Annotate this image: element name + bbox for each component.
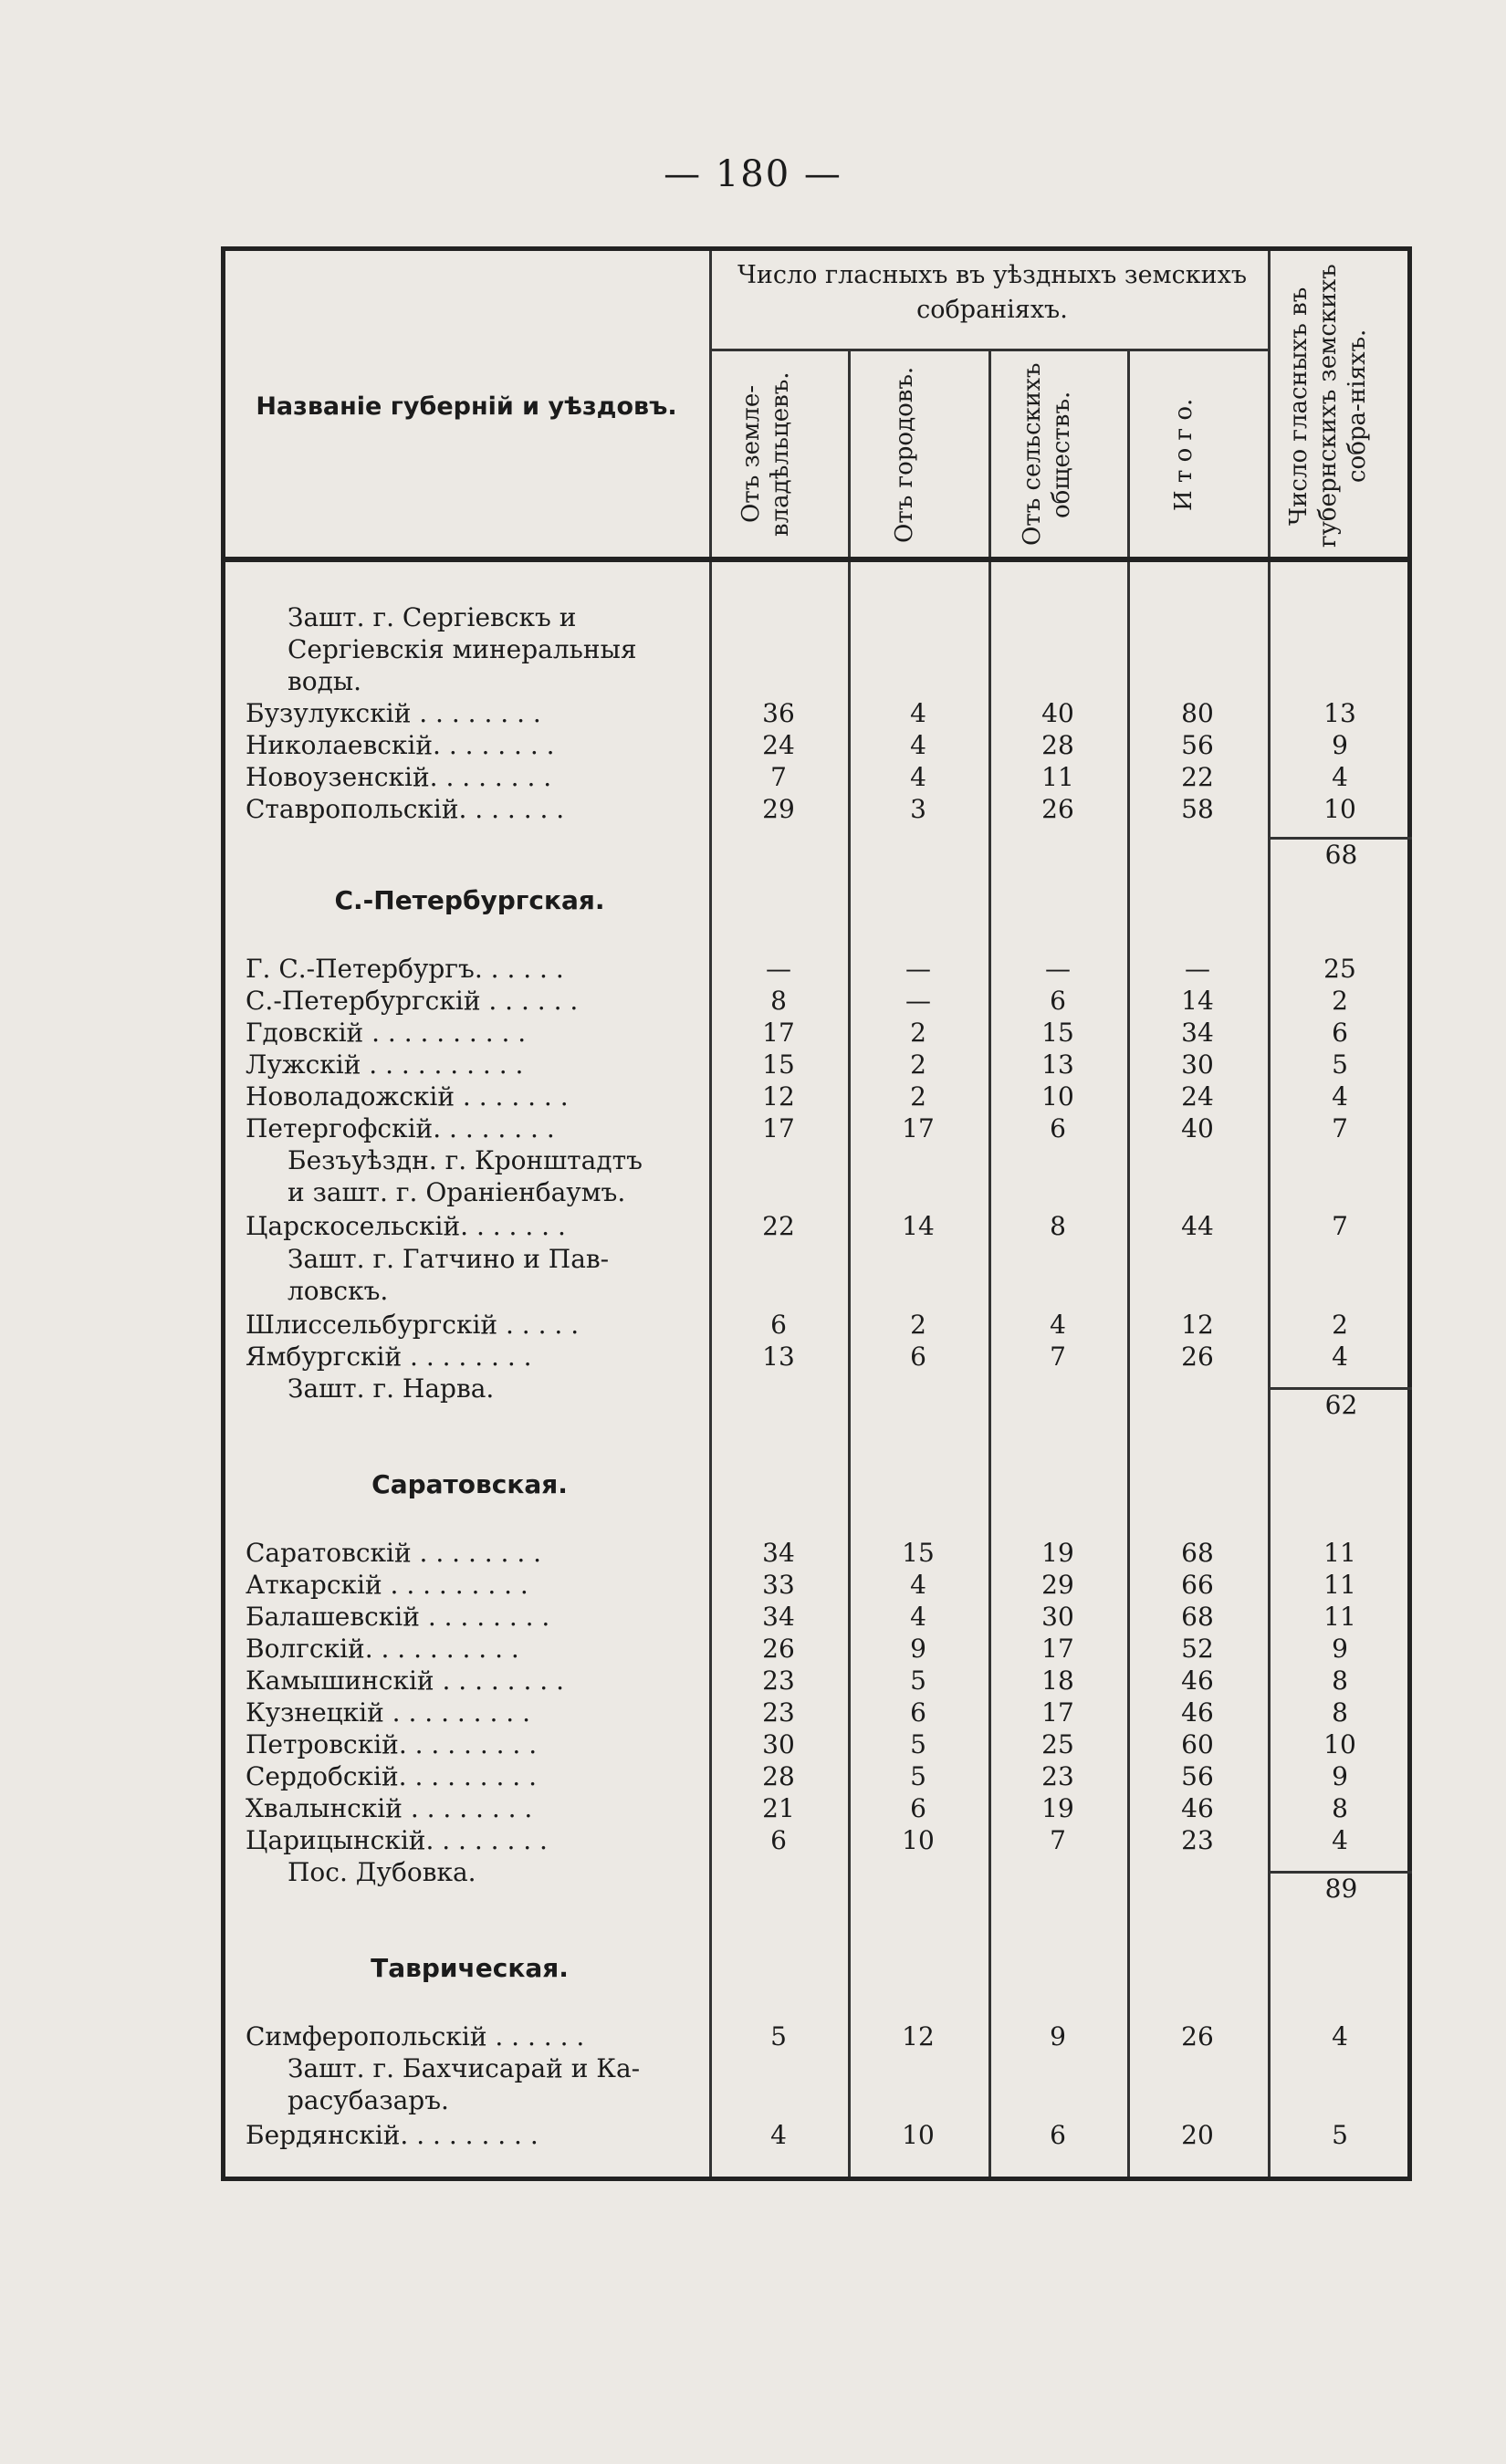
section-title: Таврическая. [371, 1953, 569, 1983]
cell-value: 5 [1332, 1049, 1348, 1080]
cell-value: 26 [762, 1634, 795, 1664]
cell-value: 66 [1181, 1570, 1214, 1600]
cell-value: 12 [1181, 1310, 1214, 1340]
cell-value: 30 [762, 1729, 795, 1759]
cell-value: 22 [1181, 762, 1214, 792]
cell-value: 7 [1332, 1211, 1348, 1241]
cell-value: 14 [1181, 986, 1214, 1016]
cell-value: 7 [1332, 1113, 1348, 1143]
cell-value: 9 [1332, 730, 1348, 760]
cell-value: 36 [762, 698, 795, 728]
cell-value: 30 [1041, 1602, 1074, 1632]
cell-value: 4 [1332, 1825, 1348, 1855]
district-name: Кузнецкій . . . . . . . . . [246, 1697, 530, 1728]
cell-value: 9 [1050, 2021, 1066, 2052]
cell-value: 12 [902, 2021, 935, 2052]
cell-value: 15 [762, 1049, 795, 1080]
cell-value: 68 [1181, 1538, 1214, 1568]
cell-value: 2 [1332, 986, 1348, 1016]
page-number: — 180 — [664, 153, 842, 195]
cell-value: — [905, 954, 931, 984]
cell-value: 13 [762, 1342, 795, 1372]
cell-value: 3 [910, 794, 926, 824]
cell-value: 17 [1041, 1634, 1074, 1664]
district-name: Зашт. г. Гатчино и Пав- [288, 1244, 610, 1274]
district-name: Бердянскій. . . . . . . . . [246, 2120, 539, 2150]
cell-value: 10 [902, 2120, 935, 2150]
cell-value: 68 [1181, 1602, 1214, 1632]
district-name: Ставропольскій. . . . . . . [246, 794, 565, 824]
cell-value: 28 [762, 1761, 795, 1791]
district-name: Камышинскій . . . . . . . . [246, 1665, 564, 1696]
cell-value: 17 [1041, 1697, 1074, 1728]
header-district-group: Число гласныхъ въ уѣздныхъ земскихъ собраніяхъ. [737, 261, 1248, 324]
cell-value: 5 [1332, 2120, 1348, 2150]
cell-value: 25 [1041, 1729, 1074, 1759]
cell-value: — [766, 954, 791, 984]
cell-value: 6 [1050, 2120, 1066, 2150]
cell-value: 8 [770, 986, 787, 1016]
district-name: Сердобскій. . . . . . . . . [246, 1761, 537, 1791]
district-name: Царскосельскій. . . . . . . [246, 1211, 566, 1241]
cell-value: 23 [1181, 1825, 1214, 1855]
district-name: Шлиссельбургскій . . . . . [246, 1310, 580, 1340]
district-name: Саратовскій . . . . . . . . [246, 1538, 542, 1568]
district-name: расубазаръ. [288, 2085, 449, 2115]
cell-value: 29 [1041, 1570, 1074, 1600]
cell-value: 10 [1323, 1729, 1356, 1759]
cell-value: 21 [762, 1793, 795, 1823]
district-name: Волгскій. . . . . . . . . . [246, 1634, 519, 1664]
cell-value: 15 [902, 1538, 935, 1568]
cell-value: 8 [1332, 1697, 1348, 1728]
cell-value: 19 [1041, 1793, 1074, 1823]
cell-value: 8 [1332, 1793, 1348, 1823]
district-name: Петергофскій. . . . . . . . [246, 1113, 555, 1143]
cell-value: 10 [1041, 1081, 1074, 1112]
cell-value: 24 [762, 730, 795, 760]
district-name: Аткарскій . . . . . . . . . [246, 1570, 528, 1600]
province-total: 89 [1271, 1871, 1412, 1904]
cell-value: 10 [1323, 794, 1356, 824]
cell-value: 6 [910, 1697, 926, 1728]
cell-value: 13 [1323, 698, 1356, 728]
cell-value: 26 [1181, 1342, 1214, 1372]
cell-value: 7 [1050, 1825, 1066, 1855]
header-communities: Отъ сельскихъ обществъ. [1019, 362, 1075, 547]
cell-value: 46 [1181, 1697, 1214, 1728]
district-name: Зашт. г. Бахчисарай и Ка- [288, 2053, 641, 2083]
district-name: Николаевскій. . . . . . . . [246, 730, 555, 760]
header-towns: Отъ городовъ. [891, 366, 918, 543]
cell-value: 34 [1181, 1018, 1214, 1048]
district-name: Зашт. г. Сергіевскъ и [288, 602, 577, 632]
cell-value: 8 [1050, 1211, 1066, 1241]
cell-value: 9 [1332, 1634, 1348, 1664]
cell-value: 60 [1181, 1729, 1214, 1759]
cell-value: 2 [910, 1310, 926, 1340]
cell-value: 6 [1050, 1113, 1066, 1143]
district-name: ловскъ. [288, 1276, 389, 1306]
cell-value: 11 [1323, 1570, 1356, 1600]
col-divider [848, 351, 851, 2177]
cell-value: 13 [1041, 1049, 1074, 1080]
district-name: Симферопольскій . . . . . . [246, 2021, 585, 2052]
cell-value: 6 [770, 1825, 787, 1855]
cell-value: 17 [902, 1113, 935, 1143]
cell-value: 22 [762, 1211, 795, 1241]
cell-value: 33 [762, 1570, 795, 1600]
cell-value: 23 [762, 1697, 795, 1728]
header-province: Число гласныхъ въ губернскихъ земскихъ собра-ніяхъ. [1285, 264, 1371, 548]
cell-value: — [1045, 954, 1071, 984]
cell-value: 11 [1323, 1602, 1356, 1632]
district-name: Гдовскій . . . . . . . . . . [246, 1018, 527, 1048]
cell-value: 17 [762, 1018, 795, 1048]
district-name: Новоузенскій. . . . . . . . [246, 762, 552, 792]
district-name: Бузулукскій . . . . . . . . [246, 698, 541, 728]
cell-value: 4 [1332, 1342, 1348, 1372]
district-name: С.-Петербургскій . . . . . . [246, 986, 579, 1016]
cell-value: 4 [1050, 1310, 1066, 1340]
section-title: Саратовская. [371, 1469, 568, 1499]
cell-value: 19 [1041, 1538, 1074, 1568]
cell-value: 20 [1181, 2120, 1214, 2150]
cell-value: 29 [762, 794, 795, 824]
cell-value: 6 [770, 1310, 787, 1340]
cell-value: 23 [762, 1665, 795, 1696]
cell-value: 24 [1181, 1081, 1214, 1112]
cell-value: 30 [1181, 1049, 1214, 1080]
cell-value: 34 [762, 1602, 795, 1632]
cell-value: 2 [910, 1049, 926, 1080]
district-name: Пос. Дубовка. [288, 1857, 476, 1887]
header-name-column: Названіе губерній и уѣздовъ. [256, 392, 677, 421]
cell-value: 46 [1181, 1793, 1214, 1823]
district-name: Хвалынскій . . . . . . . . [246, 1793, 533, 1823]
col-divider [988, 351, 991, 2177]
cell-value: 4 [1332, 762, 1348, 792]
cell-value: 15 [1041, 1018, 1074, 1048]
cell-value: 9 [910, 1634, 926, 1664]
cell-value: 4 [910, 1570, 926, 1600]
cell-value: 2 [910, 1018, 926, 1048]
district-name: Лужскій . . . . . . . . . . [246, 1049, 524, 1080]
cell-value: 52 [1181, 1634, 1214, 1664]
section-title: С.-Петербургская. [334, 885, 605, 915]
cell-value: 5 [910, 1729, 926, 1759]
header-landowners: Отъ земле-владѣльцевъ. [737, 371, 794, 538]
district-name: Новоладожскій . . . . . . . [246, 1081, 569, 1112]
header-total: И т о г о. [1170, 398, 1197, 511]
cell-value: 58 [1181, 794, 1214, 824]
cell-value: 8 [1332, 1665, 1348, 1696]
cell-value: 80 [1181, 698, 1214, 728]
province-total: 68 [1271, 837, 1412, 870]
header-subdivider [709, 349, 1268, 351]
cell-value: 7 [770, 762, 787, 792]
cell-value: 44 [1181, 1211, 1214, 1241]
cell-value: 40 [1181, 1113, 1214, 1143]
cell-value: 18 [1041, 1665, 1074, 1696]
cell-value: 4 [910, 1602, 926, 1632]
cell-value: 26 [1181, 2021, 1214, 2052]
district-name: воды. [288, 666, 362, 696]
cell-value: 12 [762, 1081, 795, 1112]
header-bottom-rule [225, 557, 1407, 562]
cell-value: 4 [1332, 1081, 1348, 1112]
cell-value: 34 [762, 1538, 795, 1568]
cell-value: 4 [1332, 2021, 1348, 2052]
cell-value: 4 [910, 762, 926, 792]
cell-value: — [905, 986, 931, 1016]
cell-value: 6 [1050, 986, 1066, 1016]
cell-value: 25 [1323, 954, 1356, 984]
cell-value: 40 [1041, 698, 1074, 728]
statistics-table [221, 246, 1412, 2181]
district-name: Сергіевскія минеральныя [288, 634, 637, 664]
cell-value: — [1185, 954, 1210, 984]
cell-value: 5 [910, 1761, 926, 1791]
cell-value: 6 [1332, 1018, 1348, 1048]
district-name: Балашевскій . . . . . . . . [246, 1602, 550, 1632]
cell-value: 7 [1050, 1342, 1066, 1372]
cell-value: 5 [910, 1665, 926, 1696]
district-name: Ямбургскій . . . . . . . . [246, 1342, 532, 1372]
cell-value: 4 [910, 730, 926, 760]
district-name: Петровскій. . . . . . . . . [246, 1729, 538, 1759]
col-divider [1127, 351, 1130, 2177]
cell-value: 6 [910, 1793, 926, 1823]
district-name: Царицынскій. . . . . . . . [246, 1825, 548, 1855]
cell-value: 56 [1181, 730, 1214, 760]
cell-value: 46 [1181, 1665, 1214, 1696]
cell-value: 5 [770, 2021, 787, 2052]
cell-value: 9 [1332, 1761, 1348, 1791]
cell-value: 11 [1041, 762, 1074, 792]
district-name: и зашт. г. Ораніенбаумъ. [288, 1177, 626, 1207]
district-name: Зашт. г. Нарва. [288, 1373, 495, 1404]
district-name: Безъуѣздн. г. Кронштадтъ [288, 1145, 643, 1175]
cell-value: 23 [1041, 1761, 1074, 1791]
cell-value: 2 [910, 1081, 926, 1112]
cell-value: 26 [1041, 794, 1074, 824]
cell-value: 4 [770, 2120, 787, 2150]
cell-value: 17 [762, 1113, 795, 1143]
cell-value: 11 [1323, 1538, 1356, 1568]
cell-value: 4 [910, 698, 926, 728]
cell-value: 6 [910, 1342, 926, 1372]
cell-value: 2 [1332, 1310, 1348, 1340]
cell-value: 28 [1041, 730, 1074, 760]
cell-value: 10 [902, 1825, 935, 1855]
district-name: Г. С.-Петербургъ. . . . . . [246, 954, 564, 984]
cell-value: 14 [902, 1211, 935, 1241]
province-total: 62 [1271, 1387, 1412, 1420]
cell-value: 56 [1181, 1761, 1214, 1791]
